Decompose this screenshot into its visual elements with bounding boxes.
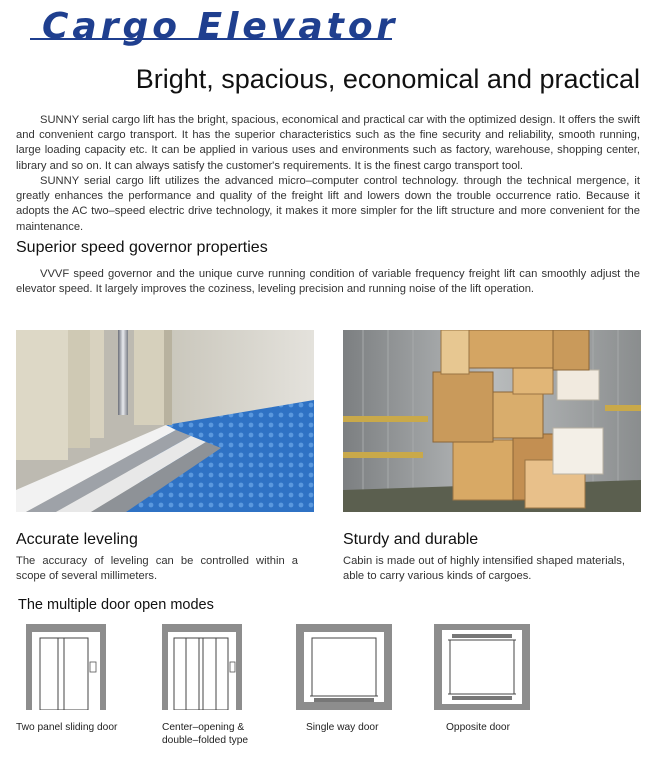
leveling-photo xyxy=(16,330,314,512)
door-diagram-single-way xyxy=(296,624,392,715)
cabin-boxes-photo xyxy=(343,330,641,512)
door-caption-opposite: Opposite door xyxy=(446,722,510,733)
door-caption-two-panel: Two panel sliding door xyxy=(16,722,118,733)
intro-paragraph-2: SUNNY serial cargo lift utilizes the advanced micro–computer control technology. through the technical mergence, it greatly enhances the performance and quality of the freight lift and lowers down the trouble occurrence ratio. Because it adopts the AC two–speed electric drive technology, it makes it more simpler for the lift structure and more convenient for the maintenance. xyxy=(16,175,640,233)
feature-title-leveling: Accurate leveling xyxy=(16,531,138,548)
feature-title-durable: Sturdy and durable xyxy=(343,531,479,548)
door-caption-center-opening-1: Center–opening & xyxy=(162,722,245,733)
door-caption-center-opening-2: double–folded type xyxy=(162,735,249,746)
speed-governor-paragraph: VVVF speed governor and the unique curve running condition of variable frequency freight lift can smoothly adjust the elevator speed. It largely improves the coziness, leveling precision and running noise of the lift operation. xyxy=(16,268,640,296)
door-diagram-center-opening xyxy=(162,624,242,715)
feature-desc-durable: Cabin is made out of highly intensified shaped materials, able to carry various kinds of cargoes. xyxy=(343,555,625,582)
door-caption-single-way: Single way door xyxy=(306,722,379,733)
door-modes-heading: The multiple door open modes xyxy=(18,597,214,613)
door-diagram-opposite xyxy=(434,624,530,715)
door-diagram-two-panel xyxy=(26,624,106,715)
intro-paragraph-1: SUNNY serial cargo lift has the bright, spacious, economical and practical car with the optimized design. It offers the swift and convenient cargo transport. It has the superior characteristics such as the fine security and reliability, smooth running, large loading capacity etc. It can be applied in various uses and environments such as factory, warehouse, shopping center, library and so on. It can always satisfy the customer's requirements. It is the finest cargo transport tool. xyxy=(16,114,640,172)
page-title: Cargo Elevator xyxy=(42,6,399,47)
feature-desc-leveling: The accuracy of leveling can be controlled within a scope of several millimeters. xyxy=(16,555,298,582)
page-subtitle: Bright, spacious, economical and practical xyxy=(135,64,640,94)
speed-governor-heading: Superior speed governor properties xyxy=(16,239,268,256)
